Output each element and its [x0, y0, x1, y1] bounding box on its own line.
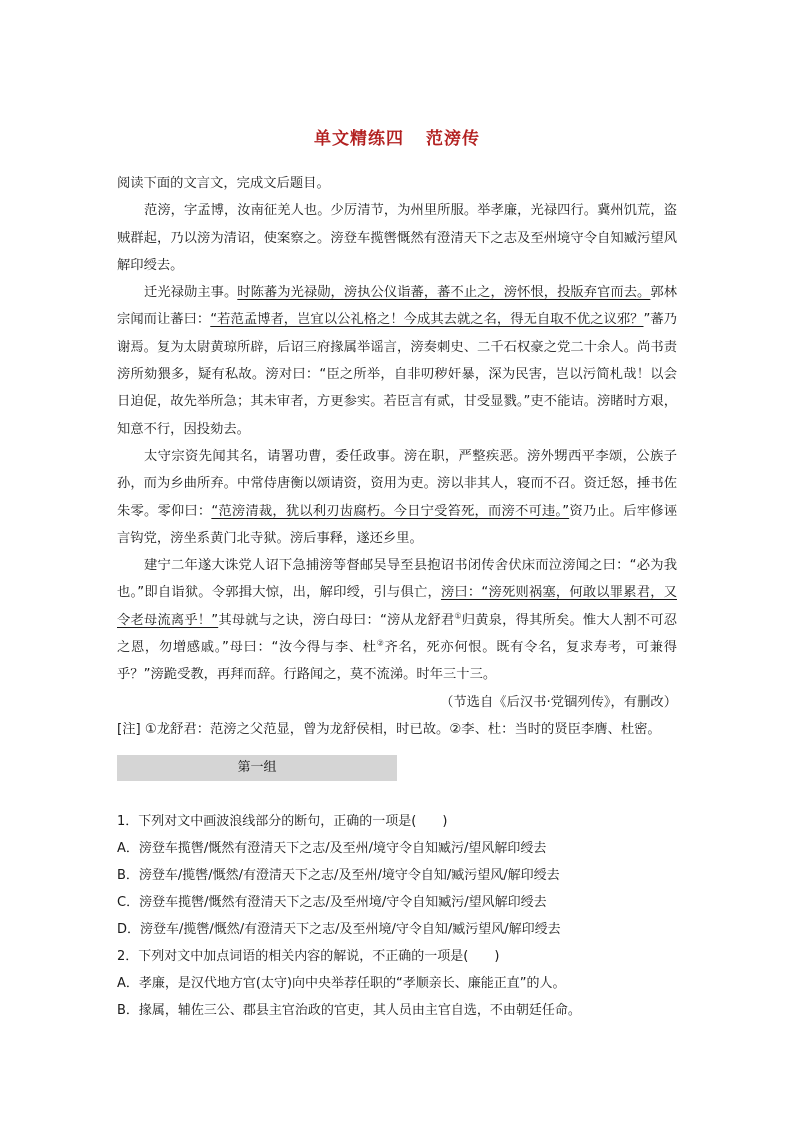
question-2-option-a: A．孝廉，是汉代地方官(太守)向中央举荐任职的“孝顺亲长、廉能正直”的人。 [117, 976, 566, 991]
p2-underlined-1: 时陈蕃为光禄勋，滂执公仪诣蕃，蕃不止之，滂怀恨，投版弃官而去。 [237, 285, 651, 301]
passage [117, 170, 677, 743]
question-1-option-b: B．滂登车/揽辔/慨然/有澄清天下之志/及至州/境守令自知/臧污望风/解印绶去 [117, 868, 560, 883]
p4-text-d: 齐名，死亦何恨。既有令名，复求寿考，可兼得乎？”滂跪受教，再拜而辞。行路闻之，莫不流涕。时年三十三。 [117, 640, 678, 683]
p4-text-a: 建宁二年遂大诛党人诏下急捕滂等督邮吴导至县抱诏书闭传舍伏床而泣滂闻之曰：“必为我也。”即自诣狱。令郭揖大惊，出，解印绶，引与俱亡， [117, 558, 677, 601]
p3-underlined: “范滂清裁，犹以利刃齿腐朽。今日宁受笞死，而滂不可违。” [211, 503, 570, 519]
question-1-stem: 1．下列对文中画波浪线部分的断句，正确的一项是( ) [117, 814, 448, 829]
paragraph-2 [117, 279, 677, 443]
question-1-option-a: A．滂登车揽辔/慨然有澄清天下之志/及至州/境守令自知臧污/望风解印绶去 [117, 841, 547, 856]
title-sub: 范滂传 [426, 129, 480, 149]
p3-text-b: 资乃止。后牢修诬言钩党，滂坐系黄门北寺狱。滂后事释，遂还乡里。 [117, 503, 677, 546]
question-2-option-b: B．掾属，辅佐三公、郡县主官治政的官吏，其人员由主官自选，不由朝廷任命。 [117, 1003, 581, 1018]
questions [117, 808, 677, 1024]
question-1-option-d: D．滂登车/揽辔/慨然/有澄清天下之志/及至州境/守令自知/臧污望风/解印绶去 [117, 922, 561, 937]
footnote-ref-1: ① [454, 611, 462, 621]
paragraph-4 [117, 552, 677, 688]
p2-text-b: 郭林宗闻而让蕃曰： [117, 285, 678, 328]
p2-underlined-2: “若范孟博者，岂宜以公礼格之！今成其去就之名，得无自取不优之议邪？ [210, 312, 644, 328]
question-2-stem: 2．下列对文中加点词语的相关内容的解说，不正确的一项是( ) [117, 949, 500, 964]
source-citation: （节选自《后汉书·党锢列传》，有删改） [440, 694, 677, 710]
p4-text-c: 归黄泉，得其所矣。惟大人割不可忍之恩，勿增感戚。”母曰：“汝今得与李、杜 [117, 612, 678, 656]
page-title [0, 124, 794, 149]
p2-text-c: ”蕃乃谢焉。复为太尉黄琼所辟，后诏三府掾属举谣言，滂奏刺史、二千石权豪之党二十余人。尚书责滂所劾猥多，疑有私故。滂对曰：“臣之所举，自非叨秽奸暴，深为民害，岂以污简札哉！以会日迫促，故先举所急；其未审者，方更参实。若臣言有贰，甘受显戮。”吏不能诘。滂睹时方艰，知意不行，因投劾去。 [117, 312, 678, 437]
footnote-ref-2: ② [376, 638, 385, 648]
p3-text-a: 太守宗资先闻其名，请署功曹，委任政事。滂在职，严整疾恶。滂外甥西平李颂，公族子孙，而为乡曲所弃。中常侍唐衡以颂请资，资用为吏。滂以非其人，寝而不召。资迁怒，捶书佐朱零。零仰曰： [117, 448, 677, 519]
paragraph-3 [117, 443, 677, 552]
intro-instruction: 阅读下面的文言文，完成文后题目。 [117, 176, 330, 191]
paragraph-1: 范滂，字孟博，汝南征羌人也。少厉清节，为州里所服。举孝廉，光禄四行。冀州饥荒，盗贼群起，乃以滂为清诏，使案察之。滂登车揽辔慨然有澄清天下之志及至州境守令自知臧污望风解印绶去。 [117, 203, 677, 273]
p2-text-a: 迁光禄勋主事。 [144, 285, 238, 301]
group-label: 第一组 [117, 755, 397, 781]
title-main: 单文精练四 [314, 129, 404, 149]
p4-underlined: 滂曰：“滂死则祸塞，何敢以罪累君，又令老母流离乎！” [117, 585, 677, 628]
footnotes: [注] ①龙舒君：范滂之父范显，曾为龙舒侯相，时已故。②李、杜：当时的贤臣李膺、杜密。 [117, 721, 661, 737]
p4-text-b: 其母就与之诀，滂白母曰：“滂从龙舒君 [218, 612, 455, 628]
question-1-option-c: C．滂登车揽辔/慨然有澄清天下之志/及至州境/守令自知臧污/望风解印绶去 [117, 895, 547, 910]
